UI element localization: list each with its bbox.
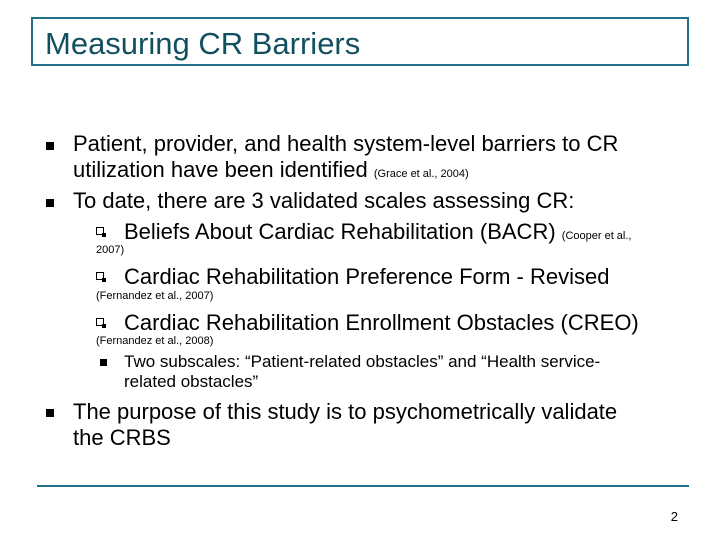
sub-item-crpf: Cardiac Rehabilitation Preference Form - Revised	[124, 264, 610, 289]
citation-continued: 2007)	[96, 244, 125, 256]
bullet-2: To date, there are 3 validated scales assessing CR:	[73, 188, 575, 213]
sub-sub-bullet-marker	[100, 359, 107, 366]
bullet-1-line1: Patient, provider, and health system-level barriers to CR	[73, 131, 619, 156]
sub-bullet-marker	[96, 227, 104, 235]
bullet-3	[73, 399, 693, 451]
frame-top-line	[31, 17, 689, 19]
title-underline	[31, 64, 689, 66]
bullet-3-line1: The purpose of this study is to psychometrically validate	[73, 399, 618, 424]
citation: (Fernandez et al., 2007)	[96, 290, 214, 302]
subscales-line1: Two subscales: “Patient-related obstacles” and “Health service-	[124, 352, 601, 371]
sub-item-bacr: Beliefs About Cardiac Rehabilitation (BACR) (Cooper et al.,	[124, 219, 632, 244]
citation: (Cooper et al.,	[561, 230, 632, 242]
sub-bullet-marker	[96, 272, 104, 280]
bullet-1-line2: utilization have been identified (Grace et al., 2004)	[73, 157, 469, 182]
citation: (Fernandez et al., 2008)	[96, 335, 214, 347]
sub-bullet-marker	[96, 318, 104, 326]
sub-sub-item-subscales	[124, 352, 600, 392]
footer-line	[37, 485, 689, 487]
page-number: 2	[670, 509, 678, 524]
bullet-marker	[46, 409, 54, 417]
frame-right-line	[687, 17, 689, 65]
subscales-line2: related obstacles”	[124, 372, 259, 391]
bullet-3-line2: the CRBS	[73, 425, 171, 450]
citation: (Grace et al., 2004)	[373, 168, 469, 180]
sub-item-creo: Cardiac Rehabilitation Enrollment Obstacles (CREO)	[124, 310, 639, 335]
bullet-marker	[46, 142, 54, 150]
bullet-1	[73, 131, 693, 187]
slide-title: Measuring CR Barriers	[45, 26, 361, 61]
bullet-marker	[46, 199, 54, 207]
frame-left-line	[31, 17, 33, 65]
